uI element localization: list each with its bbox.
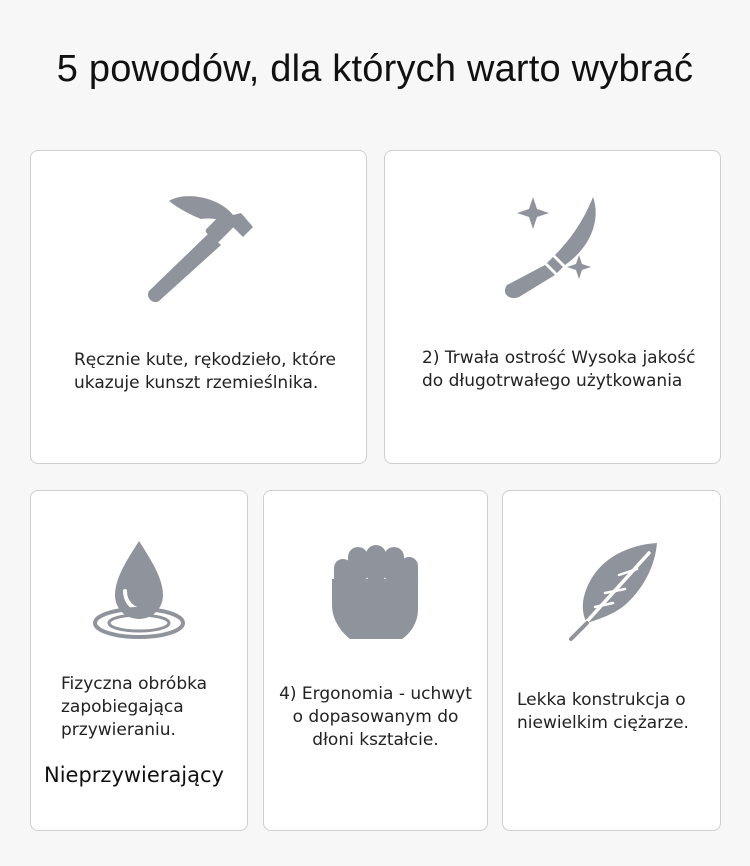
feature-card-nonstick (30, 490, 248, 831)
page-title: 5 powodów, dla których warto wybrać (56, 48, 694, 90)
card-text: 2) Trwała ostrość Wysoka jakość do długotrwałego użytkowania (422, 348, 696, 391)
feather-icon (565, 539, 665, 644)
card-text: Ręcznie kute, rękodzieło, które ukazuje kunszt rzemieślnika. (74, 350, 336, 393)
card-text: 4) Ergonomia - uchwyt o dopasowanym do dłoni kształcie. (279, 684, 472, 750)
water-drop-icon (89, 539, 189, 644)
hammer-icon (141, 193, 256, 303)
feature-card-sharpness (384, 150, 721, 464)
sparkling-knife-icon (495, 193, 605, 303)
card-text: Fizyczna obróbka zapobiegająca przywieraniu. (61, 674, 208, 740)
nonstick-label: Nieprzywierający (44, 763, 224, 787)
fist-icon (328, 539, 423, 644)
feature-card-lightweight (502, 490, 721, 831)
feature-card-ergonomics (263, 490, 488, 831)
feature-card-handforged (30, 150, 367, 464)
card-text: Lekka konstrukcja o niewielkim ciężarze. (517, 690, 689, 733)
